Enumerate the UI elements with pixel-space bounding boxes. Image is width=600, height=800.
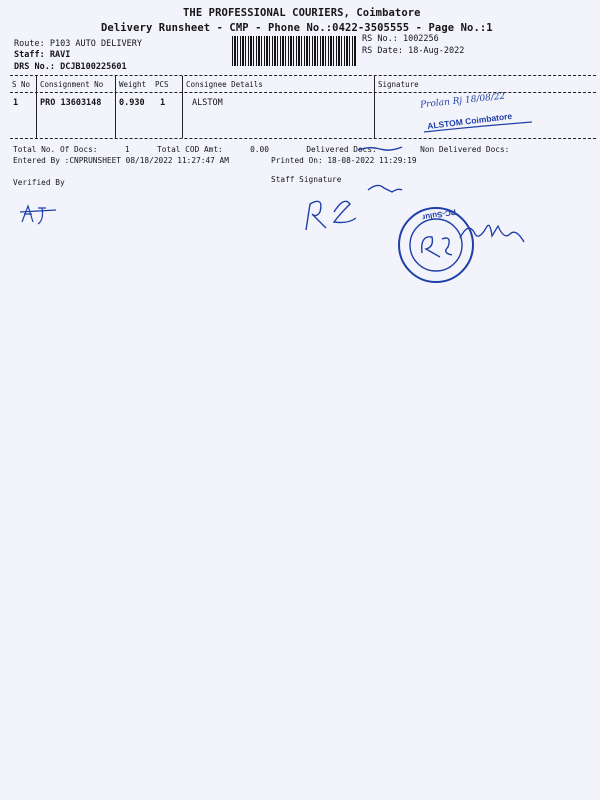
route-value: P103 AUTO DELIVERY xyxy=(49,39,142,49)
stamp-signature-scribble xyxy=(458,218,528,252)
rs-no-value: 1002256 xyxy=(402,34,439,44)
route-label: Route: xyxy=(14,39,45,49)
cell-weight: 0.930 xyxy=(119,98,145,108)
cell-consignment: PRO 13603148 xyxy=(40,98,102,108)
totals-line xyxy=(13,145,509,154)
th-weight: Weight xyxy=(119,80,147,89)
col-divider xyxy=(115,76,116,138)
staff-line xyxy=(14,50,70,60)
cell-pcs: 1 xyxy=(160,98,166,108)
staff-value: RAVI xyxy=(49,50,71,60)
rs-no-label: RS No.: xyxy=(362,34,398,44)
total-docs-value: 1 xyxy=(124,145,130,154)
staff-signature-scribble xyxy=(290,178,410,238)
col-divider xyxy=(374,76,375,138)
verified-by-label: Verified By xyxy=(13,178,65,187)
verified-by-signature xyxy=(18,200,63,230)
receiver-handwritten-note: Prolan Rj 18/08/22 xyxy=(419,91,506,111)
non-delivered-label: Non Delivered Docs: xyxy=(420,145,510,154)
company-title: THE PROFESSIONAL COURIERS, Coimbatore xyxy=(183,7,421,19)
delivered-scribble xyxy=(356,142,406,154)
printed-on-line: Printed On: 18-08-2022 11:29:19 xyxy=(271,156,417,165)
barcode xyxy=(232,36,356,66)
table-bottom-rule xyxy=(10,138,596,139)
route-line xyxy=(14,39,142,49)
rs-date-value: 18-Aug-2022 xyxy=(408,46,465,56)
rs-no-line xyxy=(362,34,439,44)
cell-consignee: ALSTOM xyxy=(192,98,223,108)
table-top-rule xyxy=(10,75,596,76)
th-consignee: Consignee Details xyxy=(186,80,263,89)
table-header-rule xyxy=(10,92,596,93)
col-divider xyxy=(182,76,183,138)
round-stamp-text: PC-Sulur xyxy=(421,207,457,222)
col-divider xyxy=(36,76,37,138)
th-signature: Signature xyxy=(378,80,419,89)
rs-date-line xyxy=(362,46,464,56)
th-sno: S No xyxy=(12,80,31,89)
cod-value: 0.00 xyxy=(250,145,269,154)
cod-label: Total COD Amt: xyxy=(157,145,223,154)
stamp-underline xyxy=(420,118,540,136)
staff-signature-label: Staff Signature xyxy=(271,175,342,184)
th-consignment: Consignment No xyxy=(40,80,104,89)
entered-by-line: Entered By :CNPRUNSHEET 08/18/2022 11:27:47 AM xyxy=(13,156,229,165)
drs-label: DRS No.: xyxy=(14,62,55,72)
receiver-company-stamp: ALSTOM Coimbatore xyxy=(426,110,513,132)
drs-line xyxy=(14,62,127,72)
staff-label: Staff: xyxy=(14,50,45,60)
total-docs-label: Total No. Of Docs: xyxy=(13,145,98,154)
rs-date-label: RS Date: xyxy=(362,46,403,56)
delivered-label: Delivered Docs: xyxy=(306,145,377,154)
drs-value: DCJB100225601 xyxy=(60,62,127,72)
th-pcs: PCS xyxy=(155,80,169,89)
runsheet-title: Delivery Runsheet - CMP - Phone No.:0422-3505555 - Page No.:1 xyxy=(101,22,493,34)
cell-sno: 1 xyxy=(13,98,19,108)
